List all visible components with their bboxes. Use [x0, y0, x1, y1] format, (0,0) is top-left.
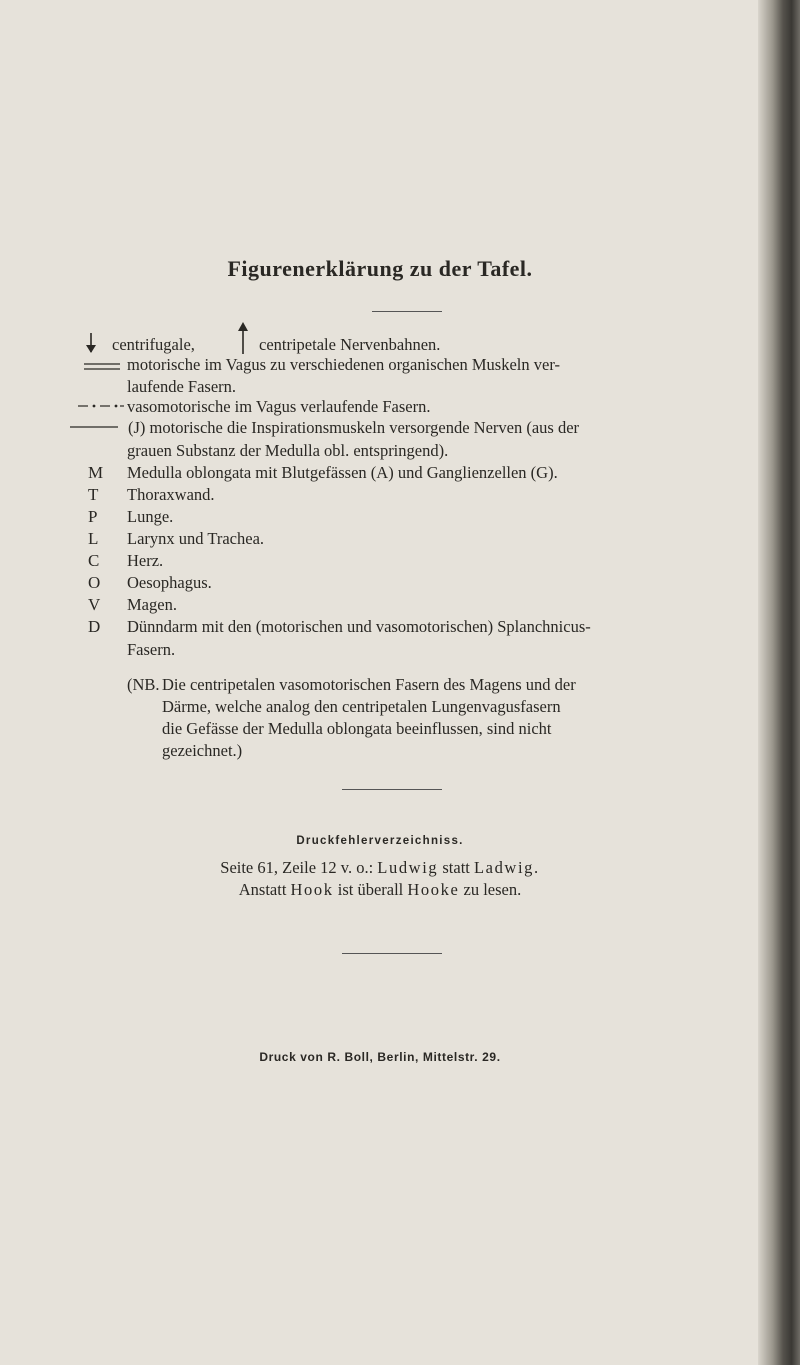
- nb-line-2: Därme, welche analog den centripetalen Lungenvagusfasern: [162, 697, 561, 716]
- abbr-key: C: [88, 551, 100, 570]
- legend-inspiration-text: (J) motorische die Inspirationsmuskeln versorgende Nerven (aus der: [128, 418, 580, 437]
- legend-centrifugal-label: centrifugale,: [112, 335, 195, 354]
- abbr-key: T: [88, 485, 99, 504]
- abbr-text: Thoraxwand.: [127, 485, 215, 504]
- abbr-key: L: [88, 529, 99, 548]
- abbr-key: D: [88, 617, 101, 636]
- errata-line-2: [0, 880, 760, 900]
- abbr-key: M: [88, 463, 104, 482]
- solid-line-symbol: [70, 424, 120, 430]
- abbr-text-cont: Fasern.: [127, 640, 176, 659]
- legend-vasomotor-text: vasomotorische im Vagus verlaufende Fasern.: [127, 397, 431, 416]
- errata-heading: Druckfehlerverzeichniss.: [296, 835, 464, 847]
- errata-line-1: [0, 858, 760, 878]
- legend-inspiration-cont: grauen Substanz der Medulla obl. entspringend).: [127, 441, 449, 460]
- legend-centripetal-label: centripetale Nervenbahnen.: [259, 335, 441, 354]
- nb-line-4: gezeichnet.): [162, 741, 243, 760]
- errata-right-name: Ladwig.: [473, 858, 540, 877]
- page-title: Figurenerklärung zu der Tafel.: [227, 256, 533, 281]
- section-divider: [342, 789, 442, 790]
- errata-line-2-mid: ist überall: [333, 880, 408, 899]
- legend-motor-vagus-text: motorische im Vagus zu verschiedenen organischen Muskeln ver-: [127, 355, 560, 374]
- abbr-key: P: [88, 507, 98, 526]
- down-arrow-icon: [84, 332, 98, 354]
- abbr-text: Herz.: [127, 551, 164, 570]
- abbr-text: Medulla oblongata mit Blutgefässen (A) und Ganglienzellen (G).: [127, 463, 558, 482]
- abbr-text: Lunge.: [127, 507, 174, 526]
- nb-lead: (NB.: [127, 675, 160, 694]
- errata-wrong-name-2: Hook: [290, 880, 334, 899]
- errata-line-1-mid: statt: [438, 858, 474, 877]
- abbr-key: O: [88, 573, 101, 592]
- errata-wrong-name: Ludwig: [377, 858, 439, 877]
- errata-line-2-pre: Anstatt: [238, 880, 291, 899]
- abbr-text: Dünndarm mit den (motorischen und vasomotorischen) Splanchnicus-: [127, 617, 591, 636]
- title-divider: [372, 311, 442, 312]
- double-line-symbol: [82, 362, 122, 372]
- printer-imprint: Druck von R. Boll, Berlin, Mittelstr. 29.: [259, 1050, 501, 1064]
- bottom-divider: [342, 953, 442, 954]
- page-binding-edge: [758, 0, 800, 1365]
- abbr-text: Larynx und Trachea.: [127, 529, 265, 548]
- abbr-text: Magen.: [127, 595, 177, 614]
- up-arrow-icon: [236, 321, 250, 355]
- errata-line-2-post: zu lesen.: [459, 880, 522, 899]
- abbr-key: V: [88, 595, 101, 614]
- errata-line-1-pre: Seite 61, Zeile 12 v. o.:: [220, 858, 378, 877]
- nb-line-1: Die centripetalen vasomotorischen Fasern des Magens und der: [162, 675, 576, 694]
- dash-dot-symbol: [78, 402, 124, 410]
- legend-motor-vagus-cont: laufende Fasern.: [127, 377, 237, 396]
- abbr-text: Oesophagus.: [127, 573, 212, 592]
- errata-right-name-2: Hooke: [407, 880, 460, 899]
- nb-line-3: die Gefässe der Medulla oblongata beeinflussen, sind nicht: [162, 719, 552, 738]
